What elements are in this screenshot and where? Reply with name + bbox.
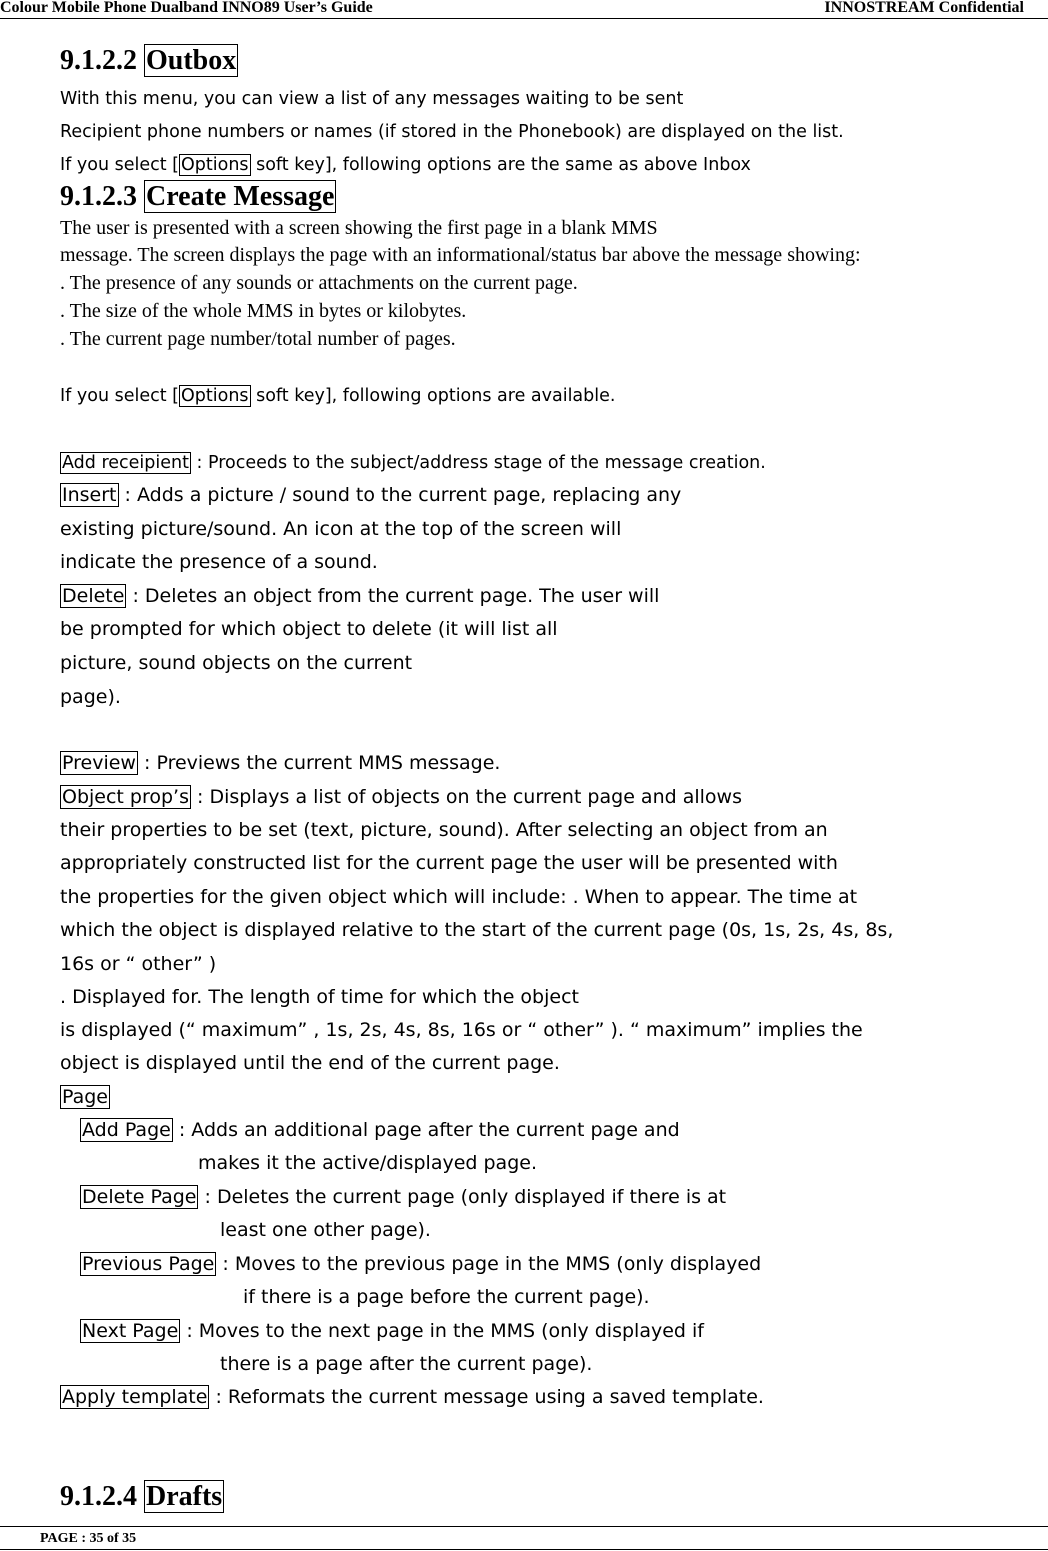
outbox-title: Outbox [146, 45, 237, 76]
outbox-line-2: Recipient phone numbers or names (if stored in the Phonebook) are displayed on the list. [60, 122, 844, 142]
option-page [60, 1084, 110, 1110]
option-next-page: Next Page : Moves to the next page in the MMS (only displayed if [82, 1320, 704, 1342]
option-add-recipient: Add receipient : Proceeds to the subject/address stage of the message creation. [62, 453, 766, 473]
create-intro-1: The user is presented with a screen showing the first page in a blank MMS [60, 217, 658, 239]
add-page-cont: makes it the active/displayed page. [198, 1152, 537, 1174]
next-page-label: Next Page [82, 1320, 179, 1342]
object-props-cont-4: which the object is displayed relative to the start of the current page (0s, 1s, 2s, 4s, 8s, [60, 919, 894, 941]
outbox-line-1: With this menu, you can view a list of any messages waiting to be sent [60, 89, 684, 109]
confidential-label: INNOSTREAM Confidential [824, 0, 1024, 16]
apply-template-label: Apply template [62, 1386, 208, 1408]
object-props-label: Object prop’s [62, 786, 189, 808]
drafts-title: Drafts [146, 1481, 223, 1512]
object-props-cont-2: appropriately constructed list for the current page the user will be presented with [60, 852, 838, 874]
footer-rule-bottom [0, 1549, 1048, 1550]
option-add-page: Add Page : Adds an additional page after the current page and [82, 1119, 680, 1141]
delete-page-cont: least one other page). [220, 1219, 431, 1241]
insert-cont-1: existing picture/sound. An icon at the top of the screen will [60, 518, 622, 540]
create-options-line: If you select [ Options soft key], following options are available. [60, 386, 616, 406]
object-props-cont-6: . Displayed for. The length of time for which the object [60, 986, 579, 1008]
page-label: Page [62, 1086, 108, 1108]
create-message-heading: 9.1.2.3 Create Message [60, 181, 335, 212]
object-props-cont-7: is displayed (“ maximum” , 1s, 2s, 4s, 8s, 16s or “ other” ). “ maximum” implies the [60, 1019, 863, 1041]
options-softkey: Options [181, 155, 249, 175]
object-props-cont-3: the properties for the given object which will include: . When to appear. The time at [60, 886, 858, 908]
next-page-cont: there is a page after the current page). [220, 1353, 593, 1375]
drafts-heading: 9.1.2.4 Drafts [60, 1481, 223, 1512]
outbox-heading: 9.1.2.2 Outbox [60, 45, 237, 76]
insert-cont-2: indicate the presence of a sound. [60, 551, 378, 573]
delete-page-label: Delete Page [82, 1186, 197, 1208]
outbox-line-3: If you select [ Options soft key], following options are the same as above Inbox [60, 155, 751, 175]
previous-page-cont: if there is a page before the current page). [243, 1286, 650, 1308]
document-title: Colour Mobile Phone Dualband INNO89 User’s Guide [0, 0, 373, 16]
delete-label: Delete [62, 585, 125, 607]
option-delete: Delete : Deletes an object from the current page. The user will [62, 585, 660, 607]
option-object-props: Object prop’s : Displays a list of objects on the current page and allows [62, 786, 742, 808]
option-previous-page: Previous Page : Moves to the previous page in the MMS (only displayed [82, 1253, 762, 1275]
create-intro-5: . The current page number/total number of pages. [60, 328, 456, 350]
add-recipient-label: Add receipient [62, 453, 189, 473]
preview-label: Preview [62, 752, 136, 774]
previous-page-label: Previous Page [82, 1253, 215, 1275]
footer-rule-top [0, 1526, 1048, 1527]
option-delete-page: Delete Page : Deletes the current page (only displayed if there is at [82, 1186, 727, 1208]
object-props-cont-1: their properties to be set (text, picture, sound). After selecting an object from an [60, 819, 828, 841]
add-page-label: Add Page [82, 1119, 171, 1141]
page-header [0, 0, 1048, 19]
create-intro-2: message. The screen displays the page with an informational/status bar above the message showing: [60, 244, 861, 266]
object-props-cont-5: 16s or “ other” ) [60, 953, 217, 975]
create-intro-3: . The presence of any sounds or attachments on the current page. [60, 272, 578, 294]
options-softkey: Options [181, 386, 249, 406]
option-apply-template: Apply template : Reformats the current message using a saved template. [62, 1386, 764, 1408]
delete-cont-3: page). [60, 686, 121, 708]
option-preview: Preview : Previews the current MMS message. [62, 752, 501, 774]
delete-cont-1: be prompted for which object to delete (it will list all [60, 618, 558, 640]
create-message-title: Create Message [146, 181, 335, 212]
create-intro-4: . The size of the whole MMS in bytes or kilobytes. [60, 300, 467, 322]
object-props-cont-8: object is displayed until the end of the current page. [60, 1052, 560, 1074]
delete-cont-2: picture, sound objects on the current [60, 652, 413, 674]
page-number: PAGE : 35 of 35 [40, 1531, 137, 1546]
option-insert: Insert : Adds a picture / sound to the current page, replacing any [62, 484, 682, 506]
insert-label: Insert [62, 484, 117, 506]
